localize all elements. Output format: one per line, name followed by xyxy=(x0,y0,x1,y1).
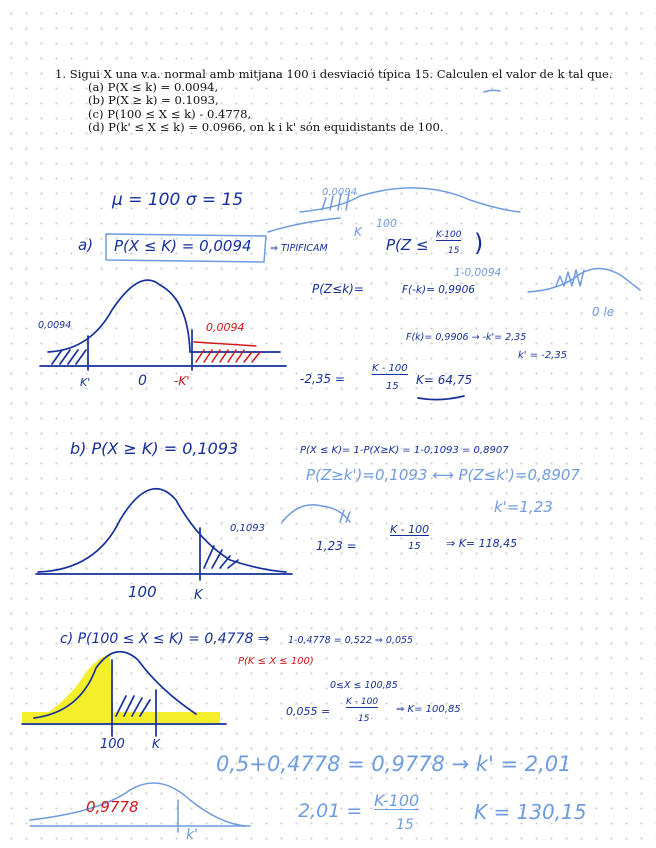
highlight-c-left xyxy=(34,654,114,722)
a-curve-left-value: 0,0094 xyxy=(38,320,72,331)
a-eq-den: 15 xyxy=(386,381,399,392)
b-eq-den: 15 xyxy=(408,541,421,552)
a-head: a) xyxy=(78,236,94,254)
b-eq-num: K - 100 xyxy=(390,523,430,536)
a-axis-minus-k: -K' xyxy=(174,374,190,388)
a-result: K= 64,75 xyxy=(416,373,473,387)
b-light-eq: P(Z≥k')=0,1093 ⟷ P(Z≤k')=0,8907 xyxy=(306,466,580,484)
b-kprime: k'=1,23 xyxy=(494,498,553,516)
bell-curve-a xyxy=(48,280,280,352)
a-fk: F(-k)= 0,9906 xyxy=(402,284,475,296)
c-red-note: P(K ≤ X ≤ 100) xyxy=(238,656,314,667)
d-eq-left: 2,01 = xyxy=(298,800,363,822)
a-pzk: P(Z≤k)= xyxy=(312,282,364,296)
a-light-le: 0 le xyxy=(592,305,615,319)
c-axis-100: 100 xyxy=(100,737,125,752)
c-line2: 0≤X ≤ 100,85 xyxy=(330,680,398,691)
b-result: ⇒ K= 118,45 xyxy=(446,537,518,550)
hatch-b xyxy=(204,546,238,568)
d-eq-den: 15 xyxy=(396,817,414,833)
a-box-text: P(X ≤ K) = 0,0094 xyxy=(114,237,252,255)
a-tipificant: ⇒ TIPIFICAM xyxy=(270,243,328,254)
d-result: K = 130,15 xyxy=(474,800,587,824)
a-kprime-value: k' = -2,35 xyxy=(518,350,568,361)
b-curve-value: 0,1093 xyxy=(230,523,265,534)
sketch-zigzag-right xyxy=(556,270,584,286)
a-axis-kprime: K' xyxy=(80,376,91,389)
a-fk2: F(k)= 0,9906 → -k'= 2,35 xyxy=(406,332,527,343)
sketch-arrow-top xyxy=(268,218,340,232)
d-axis-kprime: k' xyxy=(186,827,198,843)
a-light-diff: 1-0,0094 xyxy=(454,267,502,279)
c-eq-left: 0,055 = xyxy=(286,705,331,718)
c-eq-num: K - 100 xyxy=(346,697,379,707)
c-eq-den: 15 xyxy=(358,714,370,724)
c-result: ⇒ K= 100,85 xyxy=(396,704,461,715)
d-red-value: 0,9778 xyxy=(86,798,139,816)
b-eq-left: 1,23 = xyxy=(316,539,357,553)
c-axis-k: K xyxy=(152,737,160,751)
d-eq-num: K-100 xyxy=(374,791,420,810)
a-frac-num: K-100 xyxy=(436,230,462,240)
c-head: c) P(100 ≤ X ≤ K) = 0,4778 ⇒ xyxy=(60,631,270,647)
b-line1: P(X ≤ K)= 1-P(X≥K) = 1-0,1093 = 0,8907 xyxy=(300,445,509,456)
a-axis-zero: 0 xyxy=(138,373,147,389)
sketch-curve-b xyxy=(282,505,350,522)
problem-item-b: (b) P(X ≥ k) = 0.1093, xyxy=(88,93,219,108)
a-light-100: 100 xyxy=(376,217,397,230)
b-head: b) P(X ≥ K) = 0,1093 xyxy=(70,439,239,458)
a-curve-right-value: 0,0094 xyxy=(206,321,245,334)
a-pz: P(Z ≤ xyxy=(386,236,429,254)
c-line1: 1-0,4778 = 0,522 ⇒ 0,055 xyxy=(288,635,414,646)
a-light-k: K xyxy=(354,225,362,239)
d-line1: 0,5+0,4778 = 0,9778 → k' = 2,01 xyxy=(216,752,572,776)
problem-item-d: (d) P(k' ≤ X ≤ k) = 0.0966, on k i k' són equidistants de 100. xyxy=(88,119,444,134)
problem-item-a: (a) P(X ≤ k) = 0.0094, xyxy=(88,80,219,95)
b-axis-k: K xyxy=(194,588,203,603)
problem-item-c: (c) P(100 ≤ X ≤ k) - 0.4778, xyxy=(88,106,252,121)
params: μ = 100 σ = 15 xyxy=(112,190,244,210)
a-frac-den: 15 xyxy=(448,246,460,256)
hatch-left-a xyxy=(52,350,86,364)
problem-intro: 1. Sigui X una v.a. normal amb mitjana 100 i desviació típica 15. Calculen el valor de k tal que. xyxy=(55,67,613,81)
a-eq-num: K - 100 xyxy=(372,363,408,374)
a-eq-left: -2,35 = xyxy=(300,372,345,386)
underline-result-a xyxy=(418,396,464,400)
b-axis-100: 100 xyxy=(128,583,157,601)
a-paren: ) xyxy=(474,229,484,257)
red-arrow-a xyxy=(194,342,256,346)
a-light-top: 0,0094 xyxy=(322,187,357,198)
underline-15 xyxy=(484,90,500,92)
